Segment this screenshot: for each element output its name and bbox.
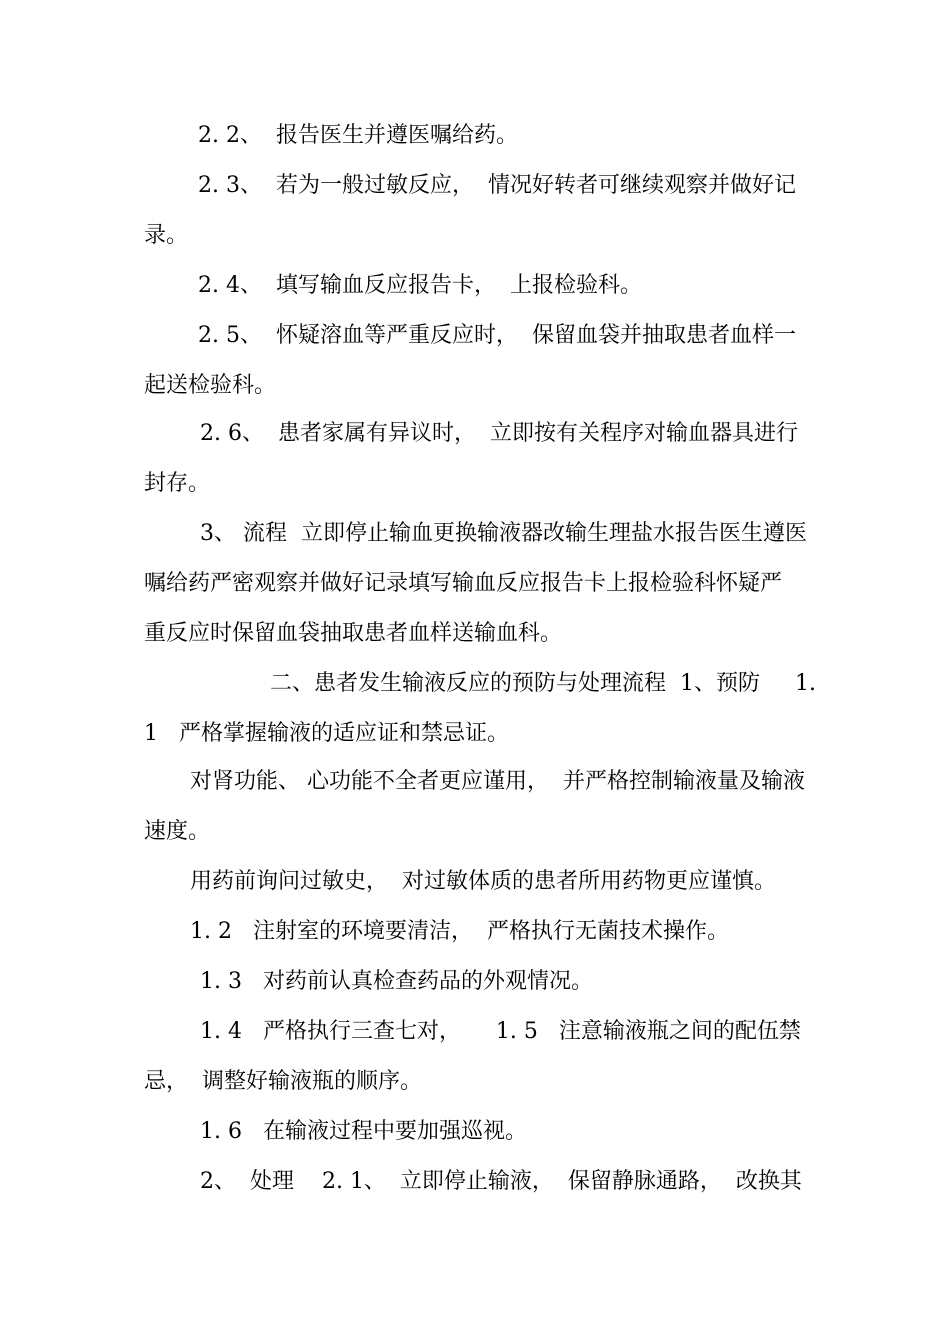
text-line: 1. 4 严格执行三查七对， 1. 5 注意输液瓶之间的配伍禁 (200, 1019, 801, 1044)
text-line: 2. 6、 患者家属有异议时， 立即按有关程序对输血器具进行 (200, 421, 798, 446)
text-line: 忌， 调整好输液瓶的顺序。 (144, 1069, 422, 1094)
text-line: 3、 流程 立即停止输血更换输液器改输生理盐水报告医生遵医 (200, 521, 807, 546)
text-line: 2. 5、 怀疑溶血等严重反应时， 保留血袋并抽取患者血样一 (198, 323, 796, 348)
text-line: 录。 (144, 223, 189, 248)
text-line: 嘱给药严密观察并做好记录填写输血反应报告卡上报检验科怀疑严 (144, 571, 783, 596)
text-line: 用药前询问过敏史， 对过敏体质的患者所用药物更应谨慎。 (190, 869, 776, 894)
text-line: 2. 2、 报告医生并遵医嘱给药。 (198, 123, 518, 148)
section-heading: 二、患者发生输液反应的预防与处理流程 1、预防 1. (270, 671, 816, 696)
text-line: 2、 处理 2. 1、 立即停止输液， 保留静脉通路， 改换其 (200, 1169, 802, 1194)
text-line: 1. 6 在输液过程中要加强巡视。 (200, 1119, 527, 1144)
text-line: 封存。 (144, 471, 211, 496)
text-line: 1. 2 注射室的环境要清洁， 严格执行无菌技术操作。 (190, 919, 729, 944)
text-line: 重反应时保留血袋抽取患者血样送输血科。 (144, 621, 563, 646)
text-line: 2. 4、 填写输血反应报告卡， 上报检验科。 (198, 273, 642, 298)
text-line: 2. 3、 若为一般过敏反应， 情况好转者可继续观察并做好记 (198, 173, 796, 198)
text-line: 1. 3 对药前认真检查药品的外观情况。 (200, 969, 593, 994)
text-line: 1 严格掌握输液的适应证和禁忌证。 (144, 721, 509, 746)
text-line: 速度。 (144, 819, 211, 844)
text-line: 对肾功能、 心功能不全者更应谨用， 并严格控制输液量及输液 (190, 769, 805, 794)
text-line: 起送检验科。 (144, 373, 277, 398)
